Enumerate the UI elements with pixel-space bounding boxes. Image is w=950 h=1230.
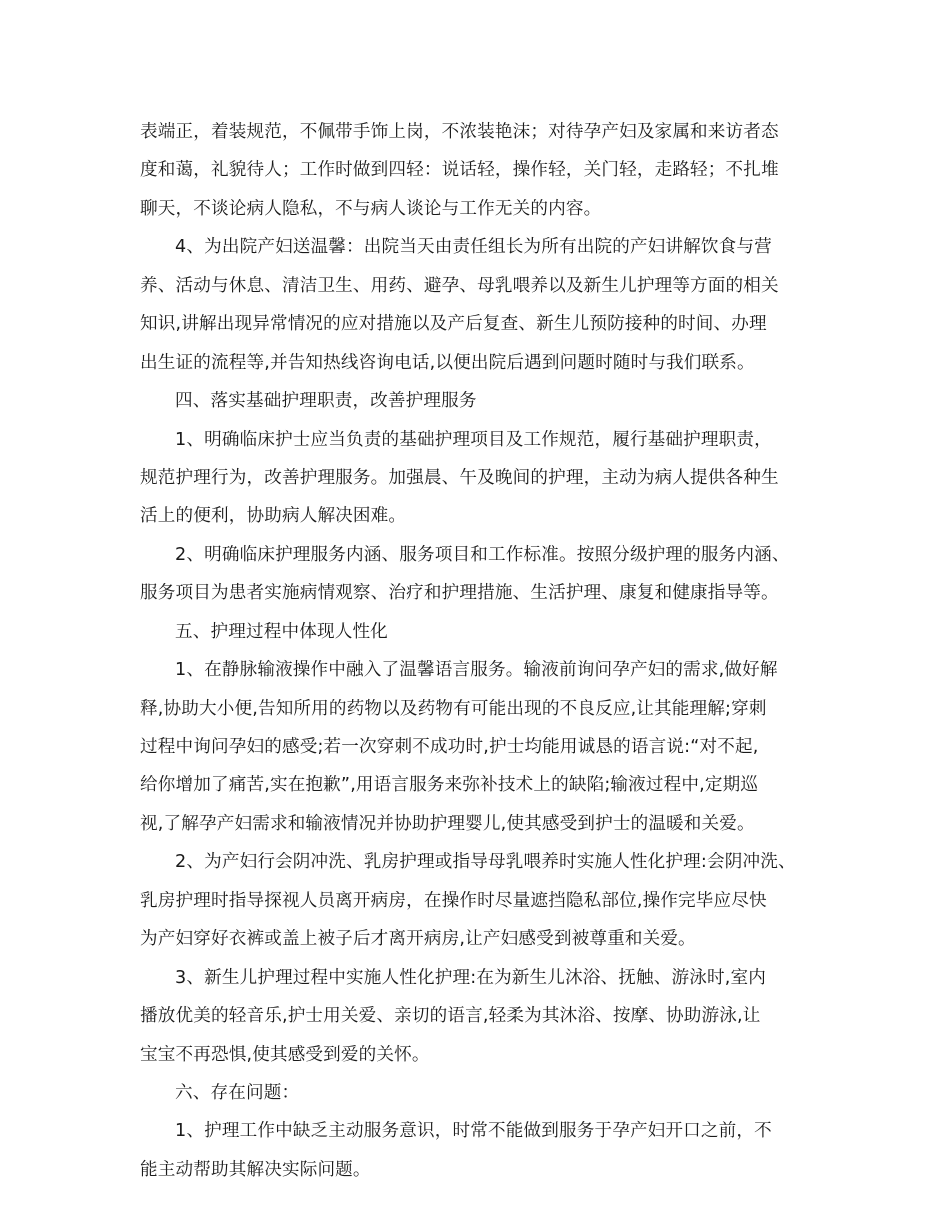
text-line: 1、护理工作中缺乏主动服务意识，时常不能做到服务于孕产妇开口之前，不 (175, 1121, 772, 1142)
text-line: 服务项目为患者实施病情观察、治疗和护理措施、生活护理、康复和健康指导等。 (140, 583, 779, 604)
text-line: 过程中询问孕妇的感受;若一次穿刺不成功时,护士均能用诚恳的语言说:“对不起, (140, 737, 759, 757)
text-line: 1、在静脉输液操作中融入了温馨语言服务。输液前询问孕产妇的需求,做好解 (175, 660, 778, 681)
text-line: 表端正，着装规范，不佩带手饰上岗，不浓装艳沫；对待孕产妇及家属和来访者态 (140, 122, 779, 142)
text-line: 出生证的流程等,并告知热线咨询电话,以便出院后遇到问题时随时与我们联系。 (140, 352, 755, 373)
text-line: 给你增加了痛苦,实在抱歉”,用语言服务来弥补技术上的缺陷;输液过程中,定期巡 (140, 775, 759, 796)
text-line: 3、新生儿护理过程中实施人性化护理:在为新生儿沐浴、抚触、游泳时,室内 (175, 967, 766, 988)
text-line: 视,了解孕产妇需求和输液情况并协助护理婴儿,使其感受到护士的温暖和关爱。 (140, 813, 755, 834)
text-line: 活上的便利，协助病人解决困难。 (140, 506, 407, 527)
text-line: 2、为产妇行会阴冲洗、乳房护理或指导母乳喂养时实施人性化护理:会阴冲洗、 (175, 852, 796, 873)
text-line: 乳房护理时指导探视人员离开病房，在操作时尽量遮挡隐私部位,操作完毕应尽快 (140, 890, 767, 911)
text-line: 规范护理行为，改善护理服务。加强晨、午及晚间的护理，主动为病人提供各种生 (140, 467, 779, 488)
text-line: 五、护理过程中体现人性化 (175, 621, 388, 642)
text-line: 六、存在问题： (175, 1082, 300, 1103)
text-line: 四、落实基础护理职责，改善护理服务 (175, 391, 477, 412)
text-line: 释,协助大小便,告知所用的药物以及药物有可能出现的不良反应,让其能理解;穿刺 (140, 698, 767, 719)
text-line: 播放优美的轻音乐,护士用关爱、亲切的语言,轻柔为其沐浴、按摩、协助游泳,让 (140, 1006, 761, 1027)
document-body (140, 113, 820, 1189)
text-line: 度和蔼，礼貌待人；工作时做到四轻：说话轻，操作轻，关门轻，走路轻；不扎堆 (140, 160, 779, 181)
text-line: 宝宝不再恐惧,使其感受到爱的关怀。 (140, 1044, 430, 1065)
text-line: 1、明确临床护士应当负责的基础护理项目及工作规范，履行基础护理职责， (175, 429, 772, 450)
text-line: 2、明确临床护理服务内涵、服务项目和工作标准。按照分级护理的服务内涵、 (175, 544, 790, 565)
text-line: 聊天，不谈论病人隐私，不与病人谈论与工作无关的内容。 (140, 198, 602, 219)
text-line: 为产妇穿好衣裤或盖上被子后才离开病房,让产妇感受到被尊重和关爱。 (140, 929, 696, 950)
text-line: 4、为出院产妇送温馨：出院当天由责任组长为所有出院的产妇讲解饮食与营 (175, 237, 772, 258)
text-line: 能主动帮助其解决实际问题。 (140, 1159, 371, 1180)
text-line: 养、活动与休息、清洁卫生、用药、避孕、母乳喂养以及新生儿护理等方面的相关 (140, 275, 779, 296)
text-line: 知识,讲解出现异常情况的应对措施以及产后复查、新生儿预防接种的时间、办理 (140, 314, 767, 335)
